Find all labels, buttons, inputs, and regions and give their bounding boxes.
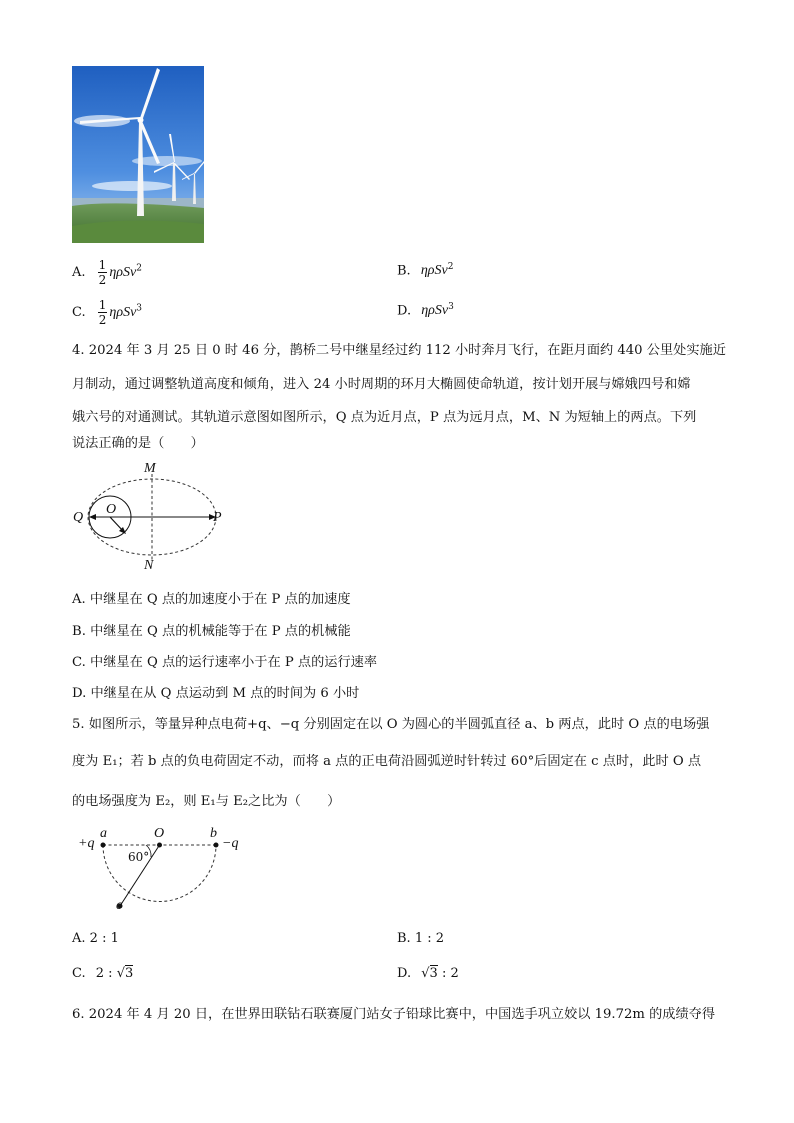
label-a: a (100, 826, 107, 841)
label-O: O (154, 826, 165, 841)
option-letter: D. (397, 303, 412, 319)
q4-option-a[interactable]: A. 中继星在 Q 点的加速度小于在 P 点的加速度 (72, 592, 351, 607)
q4-stem-line-1: 4. 2024 年 3 月 25 日 0 时 46 分，鹊桥二号中继星经过约 112 小时奔月飞行，在距月面约 440 公里处实施近 (72, 343, 726, 358)
label-P: P (213, 510, 222, 525)
label-angle: 60° (128, 850, 150, 864)
semicircle-arc (103, 845, 216, 902)
q3-option-d[interactable] (397, 302, 454, 319)
q5-charge-figure (76, 826, 246, 916)
q3-option-b[interactable] (397, 262, 453, 279)
q5-option-a[interactable] (72, 931, 119, 946)
q4-option-d[interactable]: D. 中继星在从 Q 点运动到 M 点的时间为 6 小时 (72, 686, 360, 701)
sqrt-symbol: √3 (421, 966, 438, 981)
q4-stem-line-2: 月制动，通过调整轨道高度和倾角，进入 24 小时周期的环月大椭圆使命轨道，按计划开展与嫦娥四号和嫦 (72, 377, 691, 392)
label-Q: Q (73, 510, 84, 525)
q5-option-d[interactable] (397, 966, 459, 981)
q5-option-c[interactable] (72, 966, 133, 981)
q3-option-c[interactable] (72, 298, 142, 327)
formula: ηρSv (109, 305, 137, 320)
exponent: 3 (448, 302, 454, 312)
wind-turbine-image (72, 66, 204, 243)
label-M: M (144, 461, 156, 476)
option-letter: B. (397, 263, 411, 279)
q3-option-a[interactable] (72, 258, 142, 287)
formula: ηρSv (109, 265, 137, 280)
label-b: b (210, 826, 217, 841)
fraction: $\frac{1}{2}$ (98, 298, 107, 327)
q4-orbit-figure (70, 460, 230, 574)
point-O (157, 843, 162, 848)
orbit-diagram (70, 460, 230, 574)
option-letter: D. (397, 966, 412, 981)
formula: ηρSv (420, 263, 448, 279)
option-text: 2 : 1 (89, 931, 119, 946)
fraction: $\frac{1}{2}$ (98, 258, 107, 287)
point-b (214, 843, 219, 848)
option-pre: 2 : (95, 966, 113, 981)
option-letter: C. (72, 966, 86, 981)
exponent: 3 (136, 303, 143, 314)
q4-option-c[interactable]: C. 中继星在 Q 点的运行速率小于在 P 点的运行速率 (72, 655, 378, 670)
q4-option-b[interactable]: B. 中继星在 Q 点的机械能等于在 P 点的机械能 (72, 624, 351, 639)
exponent: 2 (447, 262, 454, 272)
point-a (101, 843, 106, 848)
label-c: c (116, 898, 123, 913)
option-letter: A. (72, 931, 86, 946)
option-letter: A. (72, 265, 86, 280)
q5-option-b[interactable] (397, 931, 444, 946)
label-plus-q: +q (78, 836, 95, 851)
option-text: 1 : 2 (414, 931, 445, 946)
q6-stem-line-1: 6. 2024 年 4 月 20 日，在世界田联钻石联赛厦门站女子铅球比赛中，中国选手巩立姣以 19.72m 的成绩夺得 (72, 1007, 716, 1022)
q4-stem-line-3: 娥六号的对通测试。其轨道示意图如图所示，Q 点为近月点，P 点为远月点，M、N 为短轴上的两点。下列 (72, 410, 697, 425)
exponent: 2 (136, 263, 142, 274)
option-post: : 2 (441, 966, 459, 981)
wind-turbine-photo (72, 66, 204, 243)
option-letter: C. (72, 305, 86, 320)
formula: ηρSv (421, 303, 449, 319)
option-letter: B. (397, 931, 411, 946)
sqrt-symbol: √3 (116, 966, 134, 981)
q5-stem-line-3: 的电场强度为 E₂，则 E₁与 E₂之比为（ ） (72, 794, 341, 809)
q5-stem-line-1: 5. 如图所示，等量异种点电荷+q、−q 分别固定在以 O 为圆心的半圆弧直径 a、b 两点，此时 O 点的电场强 (72, 717, 710, 732)
q5-stem-line-2: 度为 E₁；若 b 点的负电荷固定不动，而将 a 点的正电荷沿圆弧逆时针转过 60°后固定在 c 点时，此时 O 点 (72, 754, 702, 769)
q4-stem-line-4: 说法正确的是（ ） (72, 436, 204, 451)
label-minus-q: −q (222, 836, 239, 851)
label-O: O (106, 502, 117, 517)
label-N: N (144, 558, 154, 573)
